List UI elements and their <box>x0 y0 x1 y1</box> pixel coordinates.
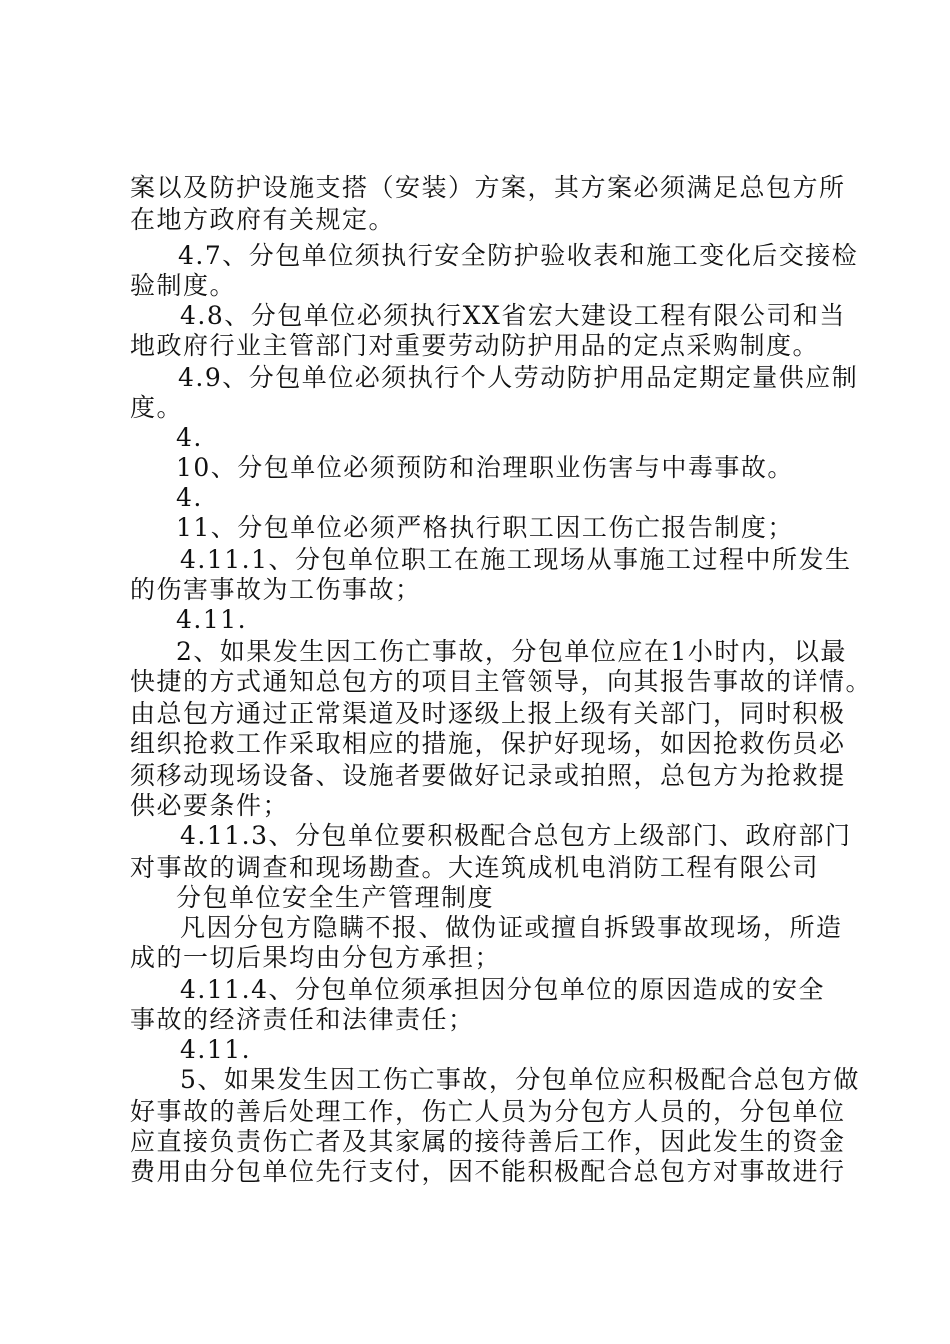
text-line: 4.7、分包单位须执行安全防护验收表和施工变化后交接检 <box>178 241 859 270</box>
text-line: 4. <box>176 483 203 512</box>
text-line: 对事故的调查和现场勘查。大连筑成机电消防工程有限公司 <box>130 853 820 882</box>
text-line: 4.11.1、分包单位职工在施工现场从事施工过程中所发生 <box>180 545 852 574</box>
text-line: 4. <box>176 423 203 452</box>
text-line: 4.11.4、分包单位须承担因分包单位的原因造成的安全 <box>180 975 826 1004</box>
text-line: 快捷的方式通知总包方的项目主管领导，向其报告事故的详情。 <box>130 667 873 696</box>
text-line: 供必要条件； <box>130 791 290 820</box>
text-line: 事故的经济责任和法律责任； <box>130 1005 475 1034</box>
text-line: 须移动现场设备、设施者要做好记录或拍照，总包方为抢救提 <box>130 761 846 790</box>
text-line: 验制度。 <box>130 271 237 300</box>
text-line: 5、如果发生因工伤亡事故，分包单位应积极配合总包方做 <box>180 1065 860 1094</box>
text-line: 应直接负责伤亡者及其家属的接待善后工作，因此发生的资金 <box>130 1127 846 1156</box>
text-line: 地政府行业主管部门对重要劳动防护用品的定点采购制度。 <box>130 331 820 360</box>
text-line: 由总包方通过正常渠道及时逐级上报上级有关部门，同时积极 <box>130 699 846 728</box>
text-line: 费用由分包单位先行支付，因不能积极配合总包方对事故进行 <box>130 1157 846 1186</box>
text-line: 2、如果发生因工伤亡事故，分包单位应在1小时内，以最 <box>176 637 847 666</box>
text-line: 4.11.3、分包单位要积极配合总包方上级部门、政府部门 <box>180 821 852 850</box>
text-line: 案以及防护设施支搭（安装）方案，其方案必须满足总包方所 <box>130 173 846 202</box>
text-line: 4.11. <box>180 1035 252 1064</box>
text-line: 度。 <box>130 393 184 422</box>
text-line: 分包单位安全生产管理制度 <box>176 883 495 912</box>
text-line: 4.9、分包单位必须执行个人劳动防护用品定期定量供应制 <box>178 363 859 392</box>
text-line: 在地方政府有关规定。 <box>130 205 396 234</box>
text-line: 的伤害事故为工伤事故； <box>130 575 422 604</box>
text-line: 11、分包单位必须严格执行职工因工伤亡报告制度； <box>176 513 794 542</box>
text-line: 凡因分包方隐瞒不报、做伪证或擅自拆毁事故现场，所造 <box>180 913 843 942</box>
text-line: 10、分包单位必须预防和治理职业伤害与中毒事故。 <box>176 453 794 482</box>
text-line: 成的一切后果均由分包方承担； <box>130 943 502 972</box>
text-line: 好事故的善后处理工作，伤亡人员为分包方人员的，分包单位 <box>130 1097 846 1126</box>
text-line: 4.8、分包单位必须执行XX省宏大建设工程有限公司和当 <box>180 301 846 330</box>
text-line: 组织抢救工作采取相应的措施，保护好现场，如因抢救伤员必 <box>130 729 846 758</box>
text-line: 4.11. <box>176 605 248 634</box>
